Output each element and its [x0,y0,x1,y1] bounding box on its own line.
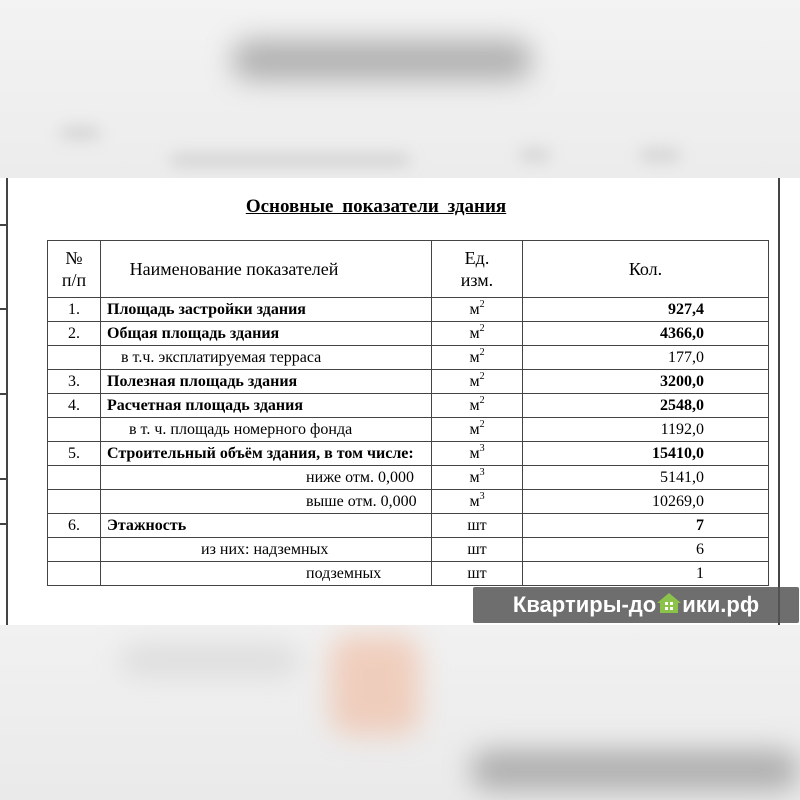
header-num: № п/п [48,241,101,298]
row-value: 15410,0 [523,442,769,466]
house-icon [656,592,682,614]
sheet-right-frame [778,178,780,625]
blurred-line [640,150,680,160]
blurred-line [170,155,410,165]
site-watermark-text: Квартиры-до ики.рф [512,592,760,617]
row-unit: $м^2$ [432,322,523,346]
row-value: 6 [523,538,769,562]
row-value: 927,4 [523,298,769,322]
row-number [48,562,101,586]
row-number [48,346,101,370]
row-name: в т. ч. площадь номерного фонда [101,418,432,442]
table-row [48,370,769,394]
row-value: 4366,0 [523,322,769,346]
header-value: Кол. [523,241,769,298]
row-unit: $м^3$ [432,466,523,490]
row-name: в т.ч. эксплатируемая терраса [101,346,432,370]
row-name: Общая площадь здания [101,322,432,346]
row-unit: $м^2$ [432,394,523,418]
row-unit: шт [432,562,523,586]
row-value: 2548,0 [523,394,769,418]
row-name: выше отм. 0,000 [101,490,432,514]
row-name: из них: надземных [101,538,432,562]
row-number: 4. [48,394,101,418]
blurred-badge [470,750,800,790]
row-name: ниже отм. 0,000 [101,466,432,490]
table-row [48,394,769,418]
row-value: 1 [523,562,769,586]
document-title: Основные показатели здания [245,196,507,217]
row-value: 5141,0 [523,466,769,490]
row-number: 6. [48,514,101,538]
row-value: 177,0 [523,346,769,370]
row-name: Строительный объём здания, в том числе: [101,442,432,466]
row-number: 2. [48,322,101,346]
table-header-row [48,241,769,298]
row-value: 3200,0 [523,370,769,394]
table-row [48,442,769,466]
row-value: 1192,0 [523,418,769,442]
row-number: 3. [48,370,101,394]
row-unit: $м^3$ [432,490,523,514]
row-unit: шт [432,514,523,538]
table-row [48,538,769,562]
header-name: Наименование показателей [101,241,432,298]
row-name: Площадь застройки здания [101,298,432,322]
table-row [48,466,769,490]
row-number [48,490,101,514]
row-value: 7 [523,514,769,538]
blurred-logo [330,635,420,735]
blurred-background-top [0,0,800,178]
row-number: 1. [48,298,101,322]
blurred-line [120,645,300,675]
site-watermark-badge [473,587,799,623]
indicators-table [47,240,769,586]
table-row [48,418,769,442]
table-row [48,298,769,322]
blurred-line [520,150,550,160]
row-number: 5. [48,442,101,466]
blurred-line [60,128,100,138]
header-unit: Ед. изм. [432,241,523,298]
row-unit: $м^2$ [432,346,523,370]
sheet-left-frame [6,178,8,625]
row-unit: $м^2$ [432,418,523,442]
row-name: Расчетная площадь здания [101,394,432,418]
table-row [48,490,769,514]
blurred-background-bottom [0,625,800,800]
table-row [48,514,769,538]
table-row [48,562,769,586]
row-number [48,466,101,490]
row-unit: $м^2$ [432,370,523,394]
row-name: подземных [101,562,432,586]
row-name: Этажность [101,514,432,538]
row-number [48,418,101,442]
table-row [48,346,769,370]
row-value: 10269,0 [523,490,769,514]
row-unit: $м^2$ [432,298,523,322]
blurred-title [232,40,532,80]
document-sheet [0,178,800,625]
row-number [48,538,101,562]
row-unit: шт [432,538,523,562]
row-name: Полезная площадь здания [101,370,432,394]
row-unit: $м^3$ [432,442,523,466]
table-row [48,322,769,346]
